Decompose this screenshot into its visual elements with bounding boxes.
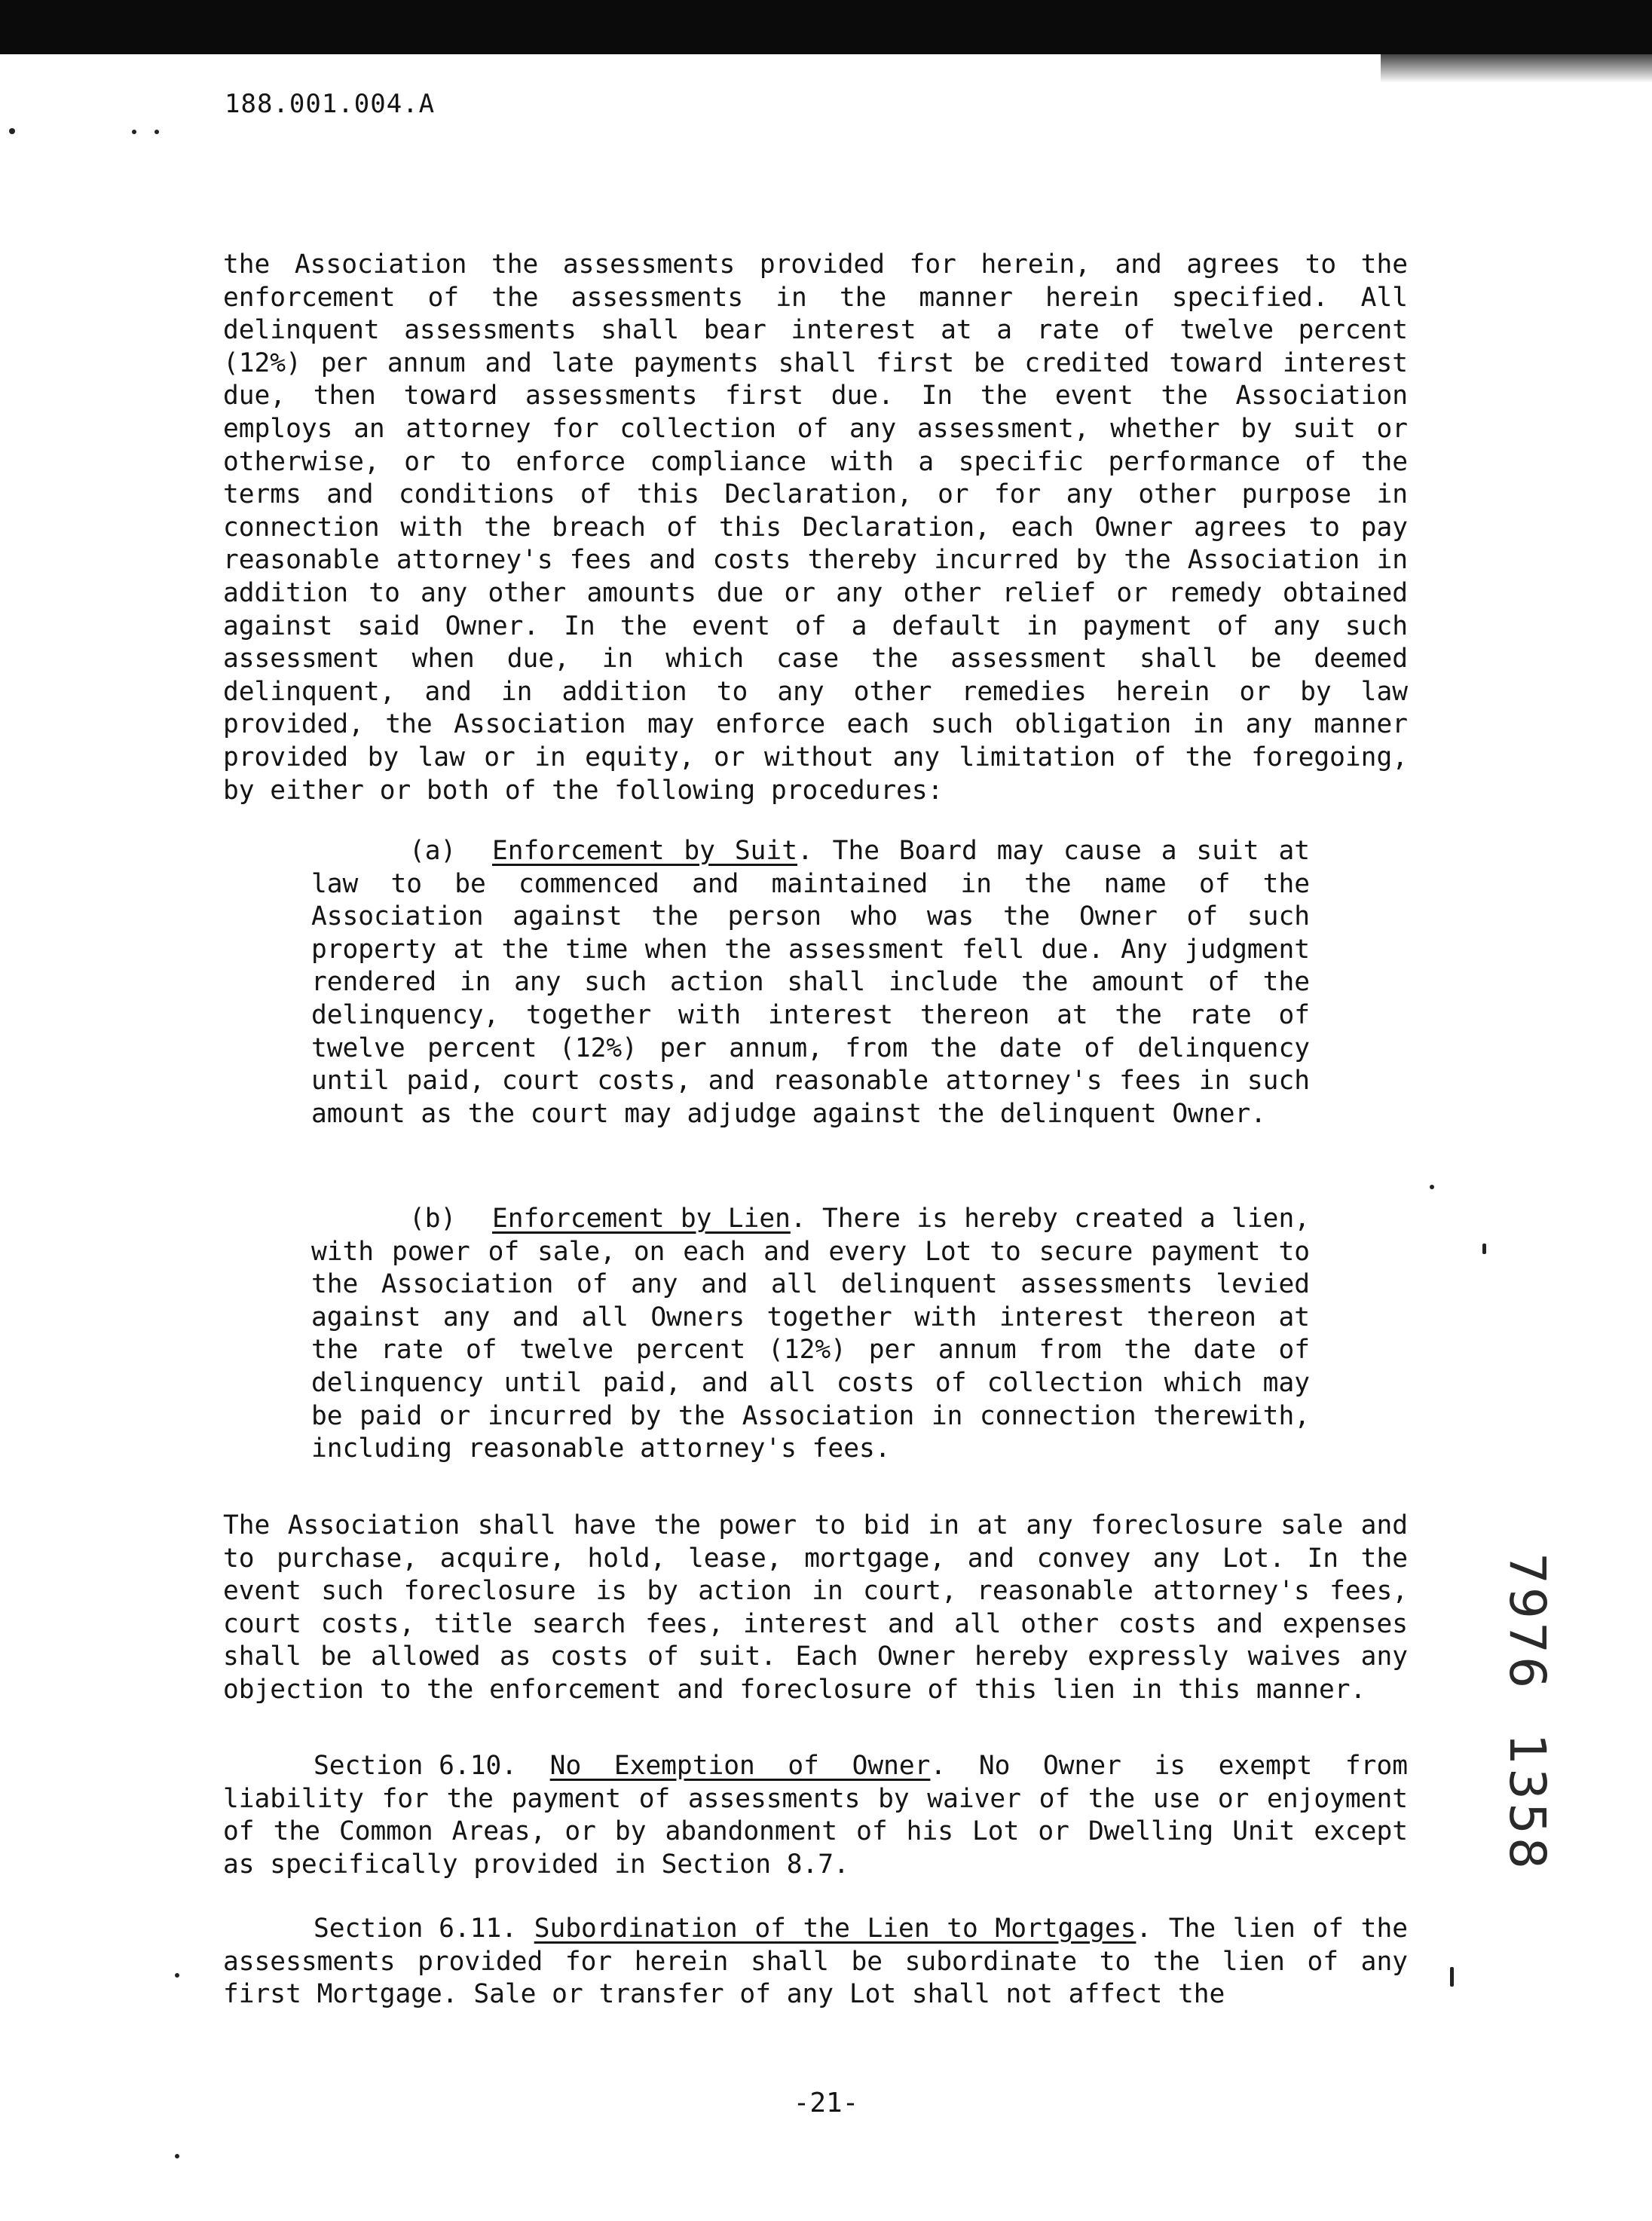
item-heading: Enforcement by Lien: [492, 1204, 791, 1234]
scan-speck: [1482, 1244, 1486, 1254]
section-label: Section 6.10.: [314, 1751, 518, 1781]
scan-speck: [175, 2154, 179, 2158]
scan-speck: [1430, 1185, 1434, 1189]
item-text: . There is hereby created a lien, with power of sale, on each and every Lot to secure payment to the Association of any and all delinquent assessments levied against any and all Owners together with interest thereon at the rate of twelve percent (12%) per annum from the date of delinquency until paid, and all costs of collection which may be paid or incurred by the Association in connection therewith, including reasonable attorney's fees.: [311, 1204, 1310, 1464]
section-heading: Subordination of the Lien to Mortgages: [534, 1914, 1137, 1944]
stamp-page-number: 1358: [1498, 1733, 1556, 1872]
stamp-book-number: 7976: [1498, 1553, 1556, 1691]
scan-top-edge-shadow: [1381, 0, 1652, 83]
section-heading: No Exemption of Owner: [549, 1751, 931, 1781]
scan-speck: [175, 1973, 179, 1978]
document-id: 188.001.004.A: [225, 89, 436, 119]
scan-speck: [132, 130, 136, 134]
section-text: . No Owner is exempt from liability for the payment of assessments by waiver of the use or enjoyment of the Common Areas, or by abandonment of his Lot or Dwelling Unit except as specifically provided in Section 8.7.: [223, 1751, 1408, 1880]
margin-recording-stamp: [1458, 1553, 1609, 1872]
paragraph-assessment-enforcement: the Association the assessments provided for herein, and agrees to the enforcement of the assessments in the manner herein specified. All delinquent assessments shall bear interest at a rate of twelve percent (12%) per annum and late payments shall first be credited toward interest due, then toward assessments first due. In the event the Association employs an attorney for collection of any assessment, whether by suit or otherwise, or to enforce compliance with a specific performance of the terms and conditions of this Declaration, or for any other purpose in connection with the breach of this Declaration, each Owner agrees to pay reasonable attorney's fees and costs thereby incurred by the Association in addition to any other amounts due or any other relief or remedy obtained against said Owner. In the event of a default in payment of any such assessment when due, in which case the assessment shall be deemed delinquent, and in addition to any other remedies herein or by law provided, the Association may enforce each such obligation in any manner provided by law or in equity, or without any limitation of the foregoing, by either or both of the following procedures:: [223, 249, 1408, 806]
paragraph-enforcement-by-suit: [311, 835, 1310, 1130]
page-number: -21-: [793, 2088, 859, 2119]
scan-speck: [1450, 1967, 1454, 1987]
item-label: (a): [409, 836, 457, 866]
item-text: . The Board may cause a suit at law to be commenced and maintained in the name of the Association against the person who was the Owner of such property at the time when the assessment fell due. Any judgment rendered in any such action shall include the amount of the delinquency, together with interest thereon at the rate of twelve percent (12%) per annum, from the date of delinquency until paid, court costs, and reasonable attorney's fees in such amount as the court may adjudge against the delinquent Owner.: [311, 836, 1310, 1129]
paragraph-enforcement-by-lien: [311, 1203, 1310, 1466]
paragraph-foreclosure-powers: The Association shall have the power to bid in at any foreclosure sale and to purchase, acquire, hold, lease, mortgage, and convey any Lot. In the event such foreclosure is by action in court, reasonable attorney's fees, court costs, title search fees, interest and all other costs and expenses shall be allowed as costs of suit. Each Owner hereby expressly waives any objection to the enforcement and foreclosure of this lien in this manner.: [223, 1510, 1408, 1705]
item-label: (b): [409, 1204, 457, 1234]
scan-speck: [154, 130, 159, 134]
section-6-11: [223, 1913, 1408, 2011]
item-heading: Enforcement by Suit: [492, 836, 797, 866]
section-label: Section 6.11.: [314, 1914, 518, 1944]
section-text: . The lien of the assessments provided for herein shall be subordinate to the lien of any first Mortgage. Sale or transfer of any Lot shall not affect the: [223, 1914, 1408, 2010]
scan-speck: [9, 128, 15, 134]
section-6-10: [223, 1750, 1408, 1881]
